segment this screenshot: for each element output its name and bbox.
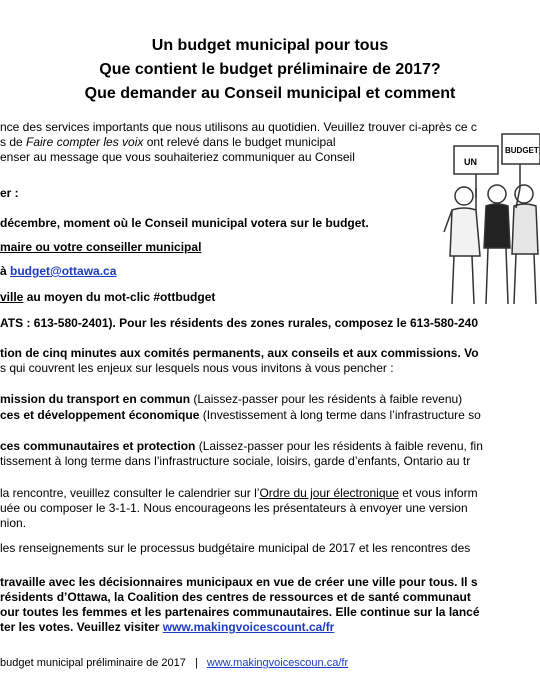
actions-heading: er : <box>0 186 19 200</box>
making-voices-count-link[interactable]: www.makingvoicescount.ca/fr <box>162 620 335 634</box>
action-phone: ATS : 613-580-2401). Pour les résidents des zones rurales, composez le 613-580-240 <box>0 316 479 330</box>
title-line-3: Que demander au Conseil municipal et comment <box>84 85 456 102</box>
city-twitter-link[interactable]: ville <box>0 290 24 304</box>
intro-line-1: nce des services importants que nous utilisons au quotidien. Veuillez trouver ci-après ce c <box>0 120 477 134</box>
meeting-line-3: nion. <box>0 516 27 530</box>
protest-illustration <box>402 128 540 310</box>
footer-text: budget municipal préliminaire de 2017 <box>0 657 186 669</box>
sign-text-2: BUDGET <box>505 146 539 155</box>
page-footer <box>0 657 348 669</box>
action-email: à budget@ottawa.ca <box>0 264 117 278</box>
meeting-line-2: uée ou composer le 3-1-1. Nous encourageons les présentateurs à envoyer une version <box>0 501 468 515</box>
action-attend-vote: décembre, moment où le Conseil municipal votera sur le budget. <box>0 216 369 230</box>
committee-community-detail: tissement à long terme dans l’infrastructure sociale, loisirs, garde d’enfants, Ontario au tr <box>0 454 471 468</box>
title-line-1: Un budget municipal pour tous <box>151 37 389 54</box>
action-delegation: tion de cinq minutes aux comités permanents, aux conseils et aux commissions. Vo <box>0 346 479 360</box>
coalition-line-2: résidents d’Ottawa, la Coalition des centres de ressources et de santé communaut <box>0 590 471 604</box>
committee-community: ces communautaires et protection (Laissez-passer pour les résidents à faible revenu, fin <box>0 439 483 453</box>
ejournal-link[interactable]: Ordre du jour électronique <box>259 486 399 500</box>
committee-finance: ces et développement économique (Investissement à long terme dans l’infrastructure so <box>0 408 481 422</box>
coalition-line-1: travaille avec les décisionnaires municipaux en vue de créer une ville pour tous. Il s <box>0 575 478 589</box>
document-title <box>0 34 540 106</box>
meeting-line-1: la rencontre, veuillez consulter le calendrier sur l’Ordre du jour électronique et vous inform <box>0 486 478 500</box>
coalition-line-4: ter les votes. Veuillez visiter www.makingvoicescount.ca/fr <box>0 620 335 634</box>
sign-text-1: UN <box>464 157 477 167</box>
title-line-2: Que contient le budget préliminaire de 2017? <box>99 61 441 78</box>
action-twitter: ville au moyen du mot-clic #ottbudget <box>0 290 216 304</box>
footer-separator: | <box>194 657 198 669</box>
campaign-name: Faire compter les voix <box>26 135 144 149</box>
intro-line-2: s de Faire compter les voix ont relevé dans le budget municipal <box>0 135 336 149</box>
coalition-line-3: our toutes les femmes et les partenaires communautaires. Elle continue sur la lancé <box>0 605 480 619</box>
more-info-line: les renseignements sur le processus budgétaire municipal de 2017 et les rencontres des <box>0 541 471 555</box>
action-contact-councillor: maire ou votre conseiller municipal <box>0 240 202 254</box>
committee-transit: mission du transport en commun (Laissez-passer pour les résidents à faible revenu) <box>0 392 463 406</box>
action-delegation-detail: s qui couvrent les enjeux sur lesquels nous vous invitons à vous pencher : <box>0 361 394 375</box>
footer-link[interactable]: www.makingvoicescoun.ca/fr <box>206 657 349 669</box>
intro-line-3: enser au message que vous souhaiteriez communiquer au Conseil <box>0 150 355 164</box>
budget-email-link[interactable]: budget@ottawa.ca <box>10 264 117 278</box>
